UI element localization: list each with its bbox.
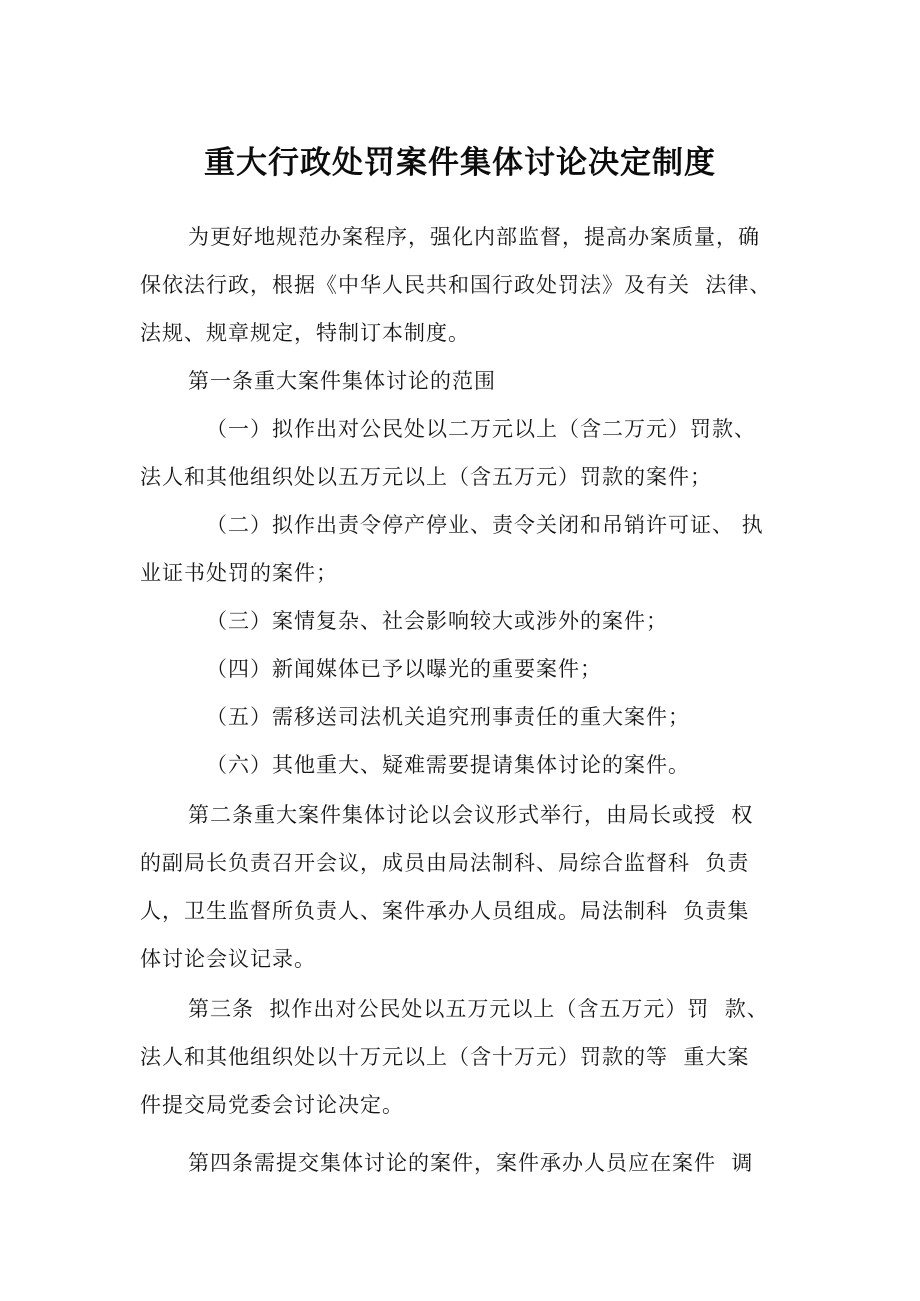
paragraph-line: 件提交局党委会讨论决定。 — [140, 1093, 404, 1117]
article-paragraph: 第二条重大案件集体讨论以会议形式举行，由局长或授 权 — [188, 803, 754, 827]
paragraph-line: 法规、规章规定，特制订本制度。 — [140, 321, 470, 345]
paragraph-line: 保依法行政，根据《中华人民共和国行政处罚法》及有关 法律、 — [140, 273, 772, 297]
article-heading: 第一条重大案件集体讨论的范围 — [188, 369, 496, 393]
paragraph-line: 法人和其他组织处以五万元以上（含五万元）罚款的案件； — [140, 465, 712, 489]
list-item: （三）案情复杂、社会影响较大或涉外的案件； — [206, 609, 668, 633]
article-paragraph: 第三条 拟作出对公民处以五万元以上（含五万元）罚 款、 — [188, 997, 769, 1021]
list-item: （二）拟作出责令停产停业、责令关闭和吊销许可证、 执 — [206, 513, 764, 537]
list-item: （一）拟作出对公民处以二万元以上（含二万元）罚款、 — [206, 417, 756, 441]
article-paragraph: 第四条需提交集体讨论的案件，案件承办人员应在案件 调 — [188, 1151, 754, 1175]
paragraph-line: 业证书处罚的案件； — [140, 561, 338, 585]
paragraph-line: 为更好地规范办案程序，强化内部监督，提高办案质量，确 — [188, 225, 760, 249]
paragraph-line: 的副局长负责召开会议，成员由局法制科、局综合监督科 负责 — [140, 851, 750, 875]
list-item: （六）其他重大、疑难需要提请集体讨论的案件。 — [206, 753, 690, 777]
list-item: （四）新闻媒体已予以曝光的重要案件； — [206, 657, 602, 681]
paragraph-line: 法人和其他组织处以十万元以上（含十万元）罚款的等 重大案 — [140, 1045, 750, 1069]
document-title: 重大行政处罚案件集体讨论决定制度 — [204, 145, 716, 181]
list-item: （五）需移送司法机关追究刑事责任的重大案件； — [206, 705, 690, 729]
paragraph-line: 体讨论会议记录。 — [140, 947, 316, 971]
paragraph-line: 人，卫生监督所负责人、案件承办人员组成。局法制科 负责集 — [140, 899, 750, 923]
